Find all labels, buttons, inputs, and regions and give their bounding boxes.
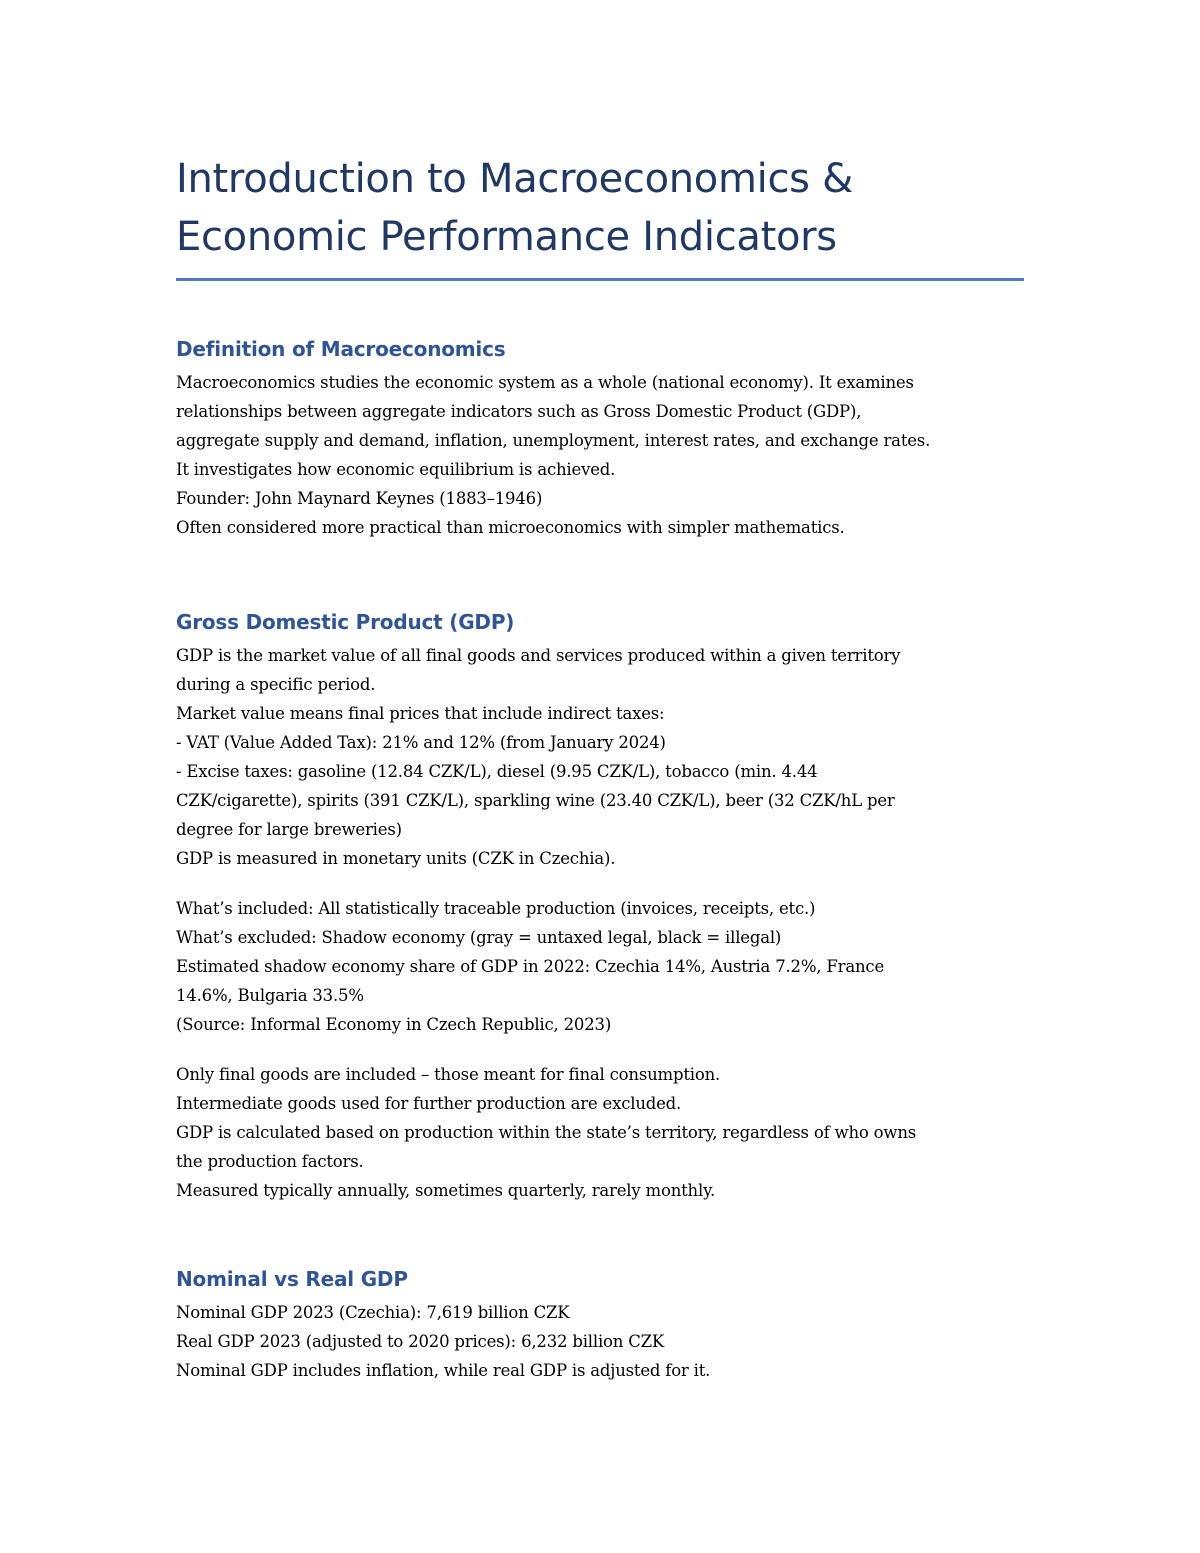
gdp-paragraph-3	[176, 1060, 1026, 1205]
text-line: degree for large breweries)	[176, 820, 402, 839]
text-line: Estimated shadow economy share of GDP in 2022: Czechia 14%, Austria 7.2%, France	[176, 957, 885, 976]
page-title-line-2: Economic Performance Indicators	[176, 214, 837, 260]
text-line: (Source: Informal Economy in Czech Republic, 2023)	[176, 1015, 612, 1034]
nominal-paragraph	[176, 1298, 1026, 1385]
definition-paragraph	[176, 368, 1026, 542]
page-title-line-1: Introduction to Macroeconomics &	[176, 156, 853, 202]
heading-definition: Definition of Macroeconomics	[176, 337, 506, 361]
text-line: Market value means final prices that include indirect taxes:	[176, 704, 665, 723]
text-line: What’s excluded: Shadow economy (gray = untaxed legal, black = illegal)	[176, 928, 782, 947]
text-line: GDP is calculated based on production within the state’s territory, regardless of who owns	[176, 1123, 917, 1142]
text-line: the production factors.	[176, 1152, 364, 1171]
page-title	[176, 150, 1026, 266]
paragraph-spacer	[176, 873, 1026, 894]
text-line: 14.6%, Bulgaria 33.5%	[176, 986, 364, 1005]
text-line: Intermediate goods used for further production are excluded.	[176, 1094, 682, 1113]
title-underline-rule	[176, 278, 1024, 281]
text-line: Often considered more practical than microeconomics with simpler mathematics.	[176, 518, 845, 537]
text-line: Measured typically annually, sometimes quarterly, rarely monthly.	[176, 1181, 716, 1200]
text-line: CZK/cigarette), spirits (391 CZK/L), sparkling wine (23.40 CZK/L), beer (32 CZK/hL per	[176, 791, 895, 810]
text-line: GDP is the market value of all final goods and services produced within a given territory	[176, 646, 901, 665]
text-line: Nominal GDP includes inflation, while real GDP is adjusted for it.	[176, 1361, 711, 1380]
gdp-paragraph-1	[176, 641, 1026, 873]
text-line: It investigates how economic equilibrium is achieved.	[176, 460, 616, 479]
text-line: Nominal GDP 2023 (Czechia): 7,619 billion CZK	[176, 1303, 570, 1322]
text-line: Only final goods are included – those meant for final consumption.	[176, 1065, 721, 1084]
text-line: - Excise taxes: gasoline (12.84 CZK/L), diesel (9.95 CZK/L), tobacco (min. 4.44	[176, 762, 818, 781]
text-line: during a specific period.	[176, 675, 376, 694]
text-line: Macroeconomics studies the economic system as a whole (national economy). It examines	[176, 373, 914, 392]
text-line: What’s included: All statistically traceable production (invoices, receipts, etc.)	[176, 899, 816, 918]
text-line: - VAT (Value Added Tax): 21% and 12% (from January 2024)	[176, 733, 666, 752]
text-line: aggregate supply and demand, inflation, unemployment, interest rates, and exchange rates.	[176, 431, 931, 450]
document-body	[176, 150, 1026, 1385]
text-line: GDP is measured in monetary units (CZK in Czechia).	[176, 849, 616, 868]
heading-nominal-vs-real: Nominal vs Real GDP	[176, 1267, 408, 1291]
heading-gdp: Gross Domestic Product (GDP)	[176, 610, 515, 634]
gdp-paragraph-2	[176, 894, 1026, 1039]
text-line: Real GDP 2023 (adjusted to 2020 prices): 6,232 billion CZK	[176, 1332, 665, 1351]
text-line: Founder: John Maynard Keynes (1883–1946)	[176, 489, 543, 508]
text-line: relationships between aggregate indicators such as Gross Domestic Product (GDP),	[176, 402, 862, 421]
paragraph-spacer	[176, 1039, 1026, 1060]
